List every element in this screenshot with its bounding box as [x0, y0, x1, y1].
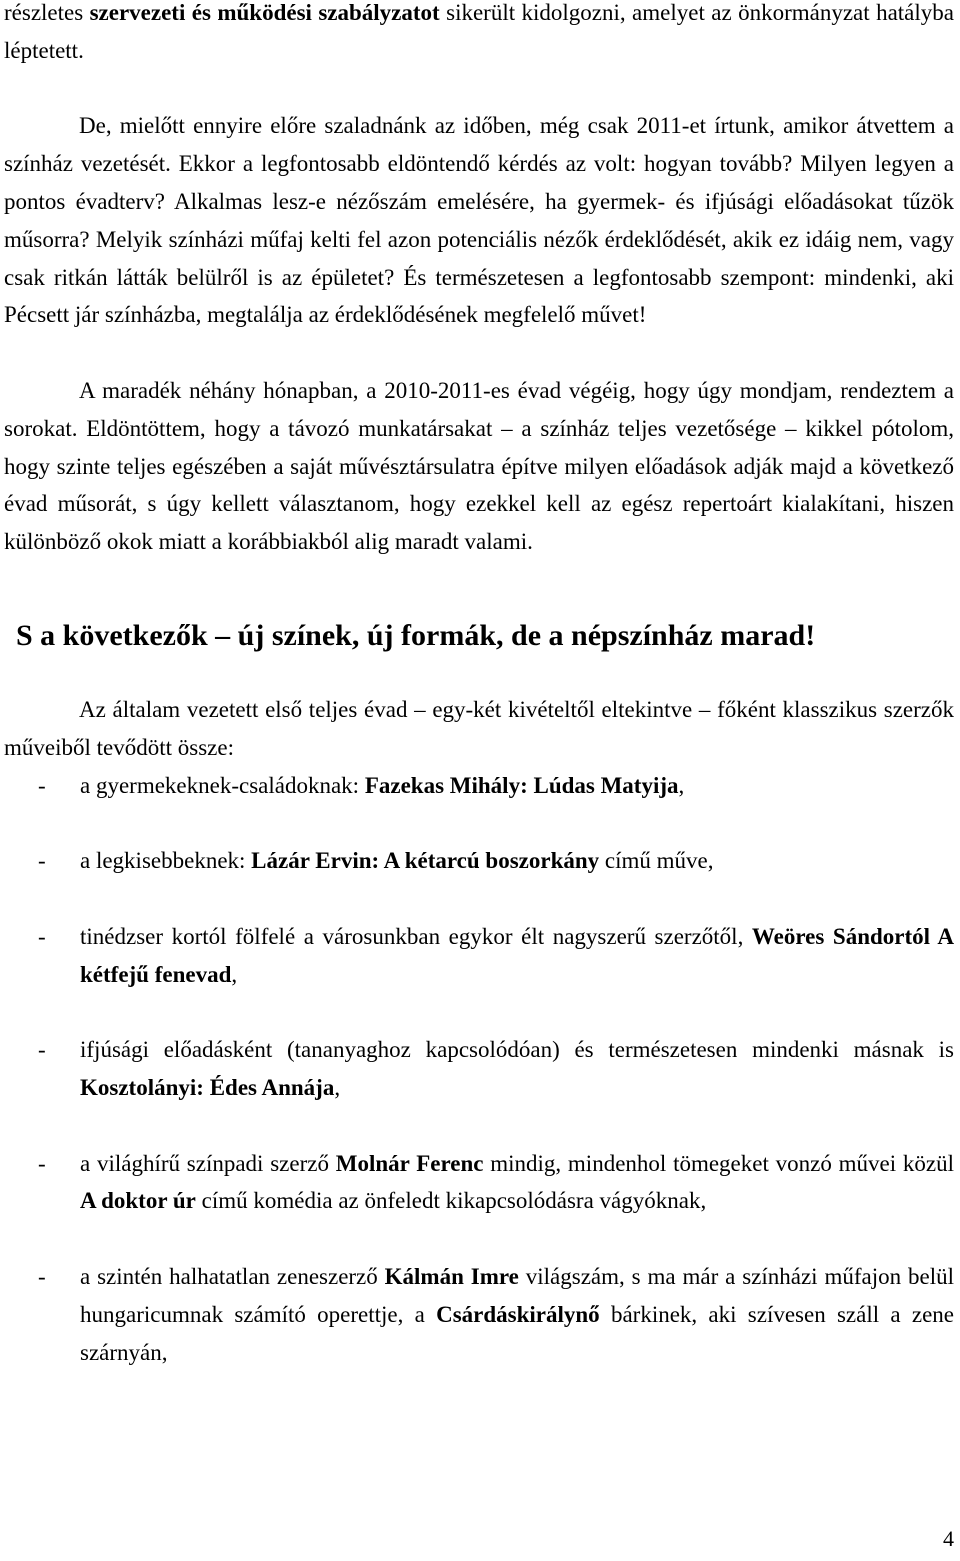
text: ,	[231, 961, 238, 987]
bold-text: Weöres Sándortól A kétfejű fenevad	[80, 923, 954, 987]
text: című műve,	[599, 848, 714, 874]
section-heading: S a következők – új színek, új formák, de a népszínház marad!	[16, 618, 816, 652]
text: ,	[678, 772, 685, 798]
list-item-text	[80, 1258, 954, 1371]
bold-text: szervezeti és működési szabályzatot	[89, 0, 440, 25]
list-dash: -	[38, 772, 46, 798]
list-item-text	[80, 918, 954, 994]
text: című komédia az önfeledt kikapcsolódásra vágyóknak,	[195, 1188, 707, 1214]
list-item	[4, 1031, 954, 1107]
paragraph-season-plan: De, mielőtt ennyire előre szaladnánk az időben, még csak 2011-et írtunk, amikor átvettem a színház vezetését. Ekkor a legfontosabb eldöntendő kérdés az volt: hogyan tovább? Milyen legyen a pontos évadterv? Alkalmas lesz-e nézőszám emelésére, ha gyermek- és ifjúsági előadásokat tűzök műsorra? Melyik színházi műfaj kelti fel azon potenciális nézők érdeklődését, akik ez idáig nem, vagy csak ritkán látták belülről is az épületet? És természetesen a legfontosabb szempont: mindenki, aki Pécsett jár színházba, megtalálja az érdeklődésének megfelelő művet!	[4, 113, 954, 328]
text: a legkisebbeknek:	[80, 848, 252, 874]
bold-text: A doktor úr	[80, 1188, 196, 1214]
text: a szintén halhatatlan zeneszerző	[80, 1263, 385, 1289]
text: ,	[334, 1074, 341, 1100]
repertoire-list	[4, 767, 954, 1372]
bold-text: Csárdáskirálynő	[436, 1301, 600, 1327]
text: ifjúsági előadásként (tananyaghoz kapcsolódóan) és természetesen mindenki másnak is	[80, 1037, 954, 1063]
list-item-text	[80, 842, 954, 880]
list-item	[4, 767, 954, 805]
paragraph-organization-rules	[4, 0, 954, 70]
list-item-text	[80, 767, 954, 805]
text: a világhírű színpadi szerző	[80, 1150, 336, 1176]
bold-text: Kosztolányi: Édes Annája	[80, 1074, 335, 1100]
text: világszám, s ma már a színházi műfajon belül hungaricumnak számító operettje, a	[80, 1263, 954, 1327]
list-dash: -	[38, 848, 46, 874]
bold-text: Kálmán Imre	[384, 1263, 519, 1289]
text: sikerült kidolgozni, amelyet az önkormányzat hatályba léptetett.	[4, 0, 954, 63]
text: a gyermekeknek-családoknak:	[80, 772, 365, 798]
document-page	[4, 0, 954, 1371]
list-item-text	[80, 1031, 954, 1107]
text: tinédzser kortól fölfelé a városunkban egykor élt nagyszerű szerzőtől,	[80, 923, 752, 949]
bold-text: Fazekas Mihály: Lúdas Matyija	[364, 772, 679, 798]
list-item-text	[80, 1145, 954, 1221]
list-item	[4, 842, 954, 880]
list-dash: -	[38, 923, 46, 949]
list-dash: -	[38, 1150, 46, 1176]
list-item	[4, 918, 954, 994]
paragraph-remaining-months: A maradék néhány hónapban, a 2010-2011-es évad végéig, hogy úgy mondjam, rendeztem a sorokat. Eldöntöttem, hogy a távozó munkatársakat – a színház teljes vezetősége – kikkel pótolom, hogy szinte teljes egészében a saját művésztársulatra építve milyen előadások adják majd a következő évad műsorát, s úgy kellett választanom, hogy ezekkel kell az egész repertoárt kialakítani, hiszen különböző okok miatt a korábbiakból alig maradt valami.	[4, 377, 954, 555]
bold-text: Lázár Ervin: A kétarcú boszorkány	[251, 848, 600, 874]
text: mindig, mindenhol tömegeket vonzó művei közül	[483, 1150, 954, 1176]
text: bárkinek, aki szívesen száll a zene szárnyán,	[80, 1301, 954, 1365]
paragraph-first-season: Az általam vezetett első teljes évad – egy-két kivételtől eltekintve – főként klasszikus szerzők műveiből tevődött össze:	[4, 696, 954, 760]
list-item	[4, 1145, 954, 1221]
text: részletes	[4, 0, 90, 25]
page-number: 4	[943, 1526, 954, 1551]
list-dash: -	[38, 1037, 46, 1063]
list-dash: -	[38, 1263, 46, 1289]
list-item	[4, 1258, 954, 1371]
bold-text: Molnár Ferenc	[335, 1150, 484, 1176]
